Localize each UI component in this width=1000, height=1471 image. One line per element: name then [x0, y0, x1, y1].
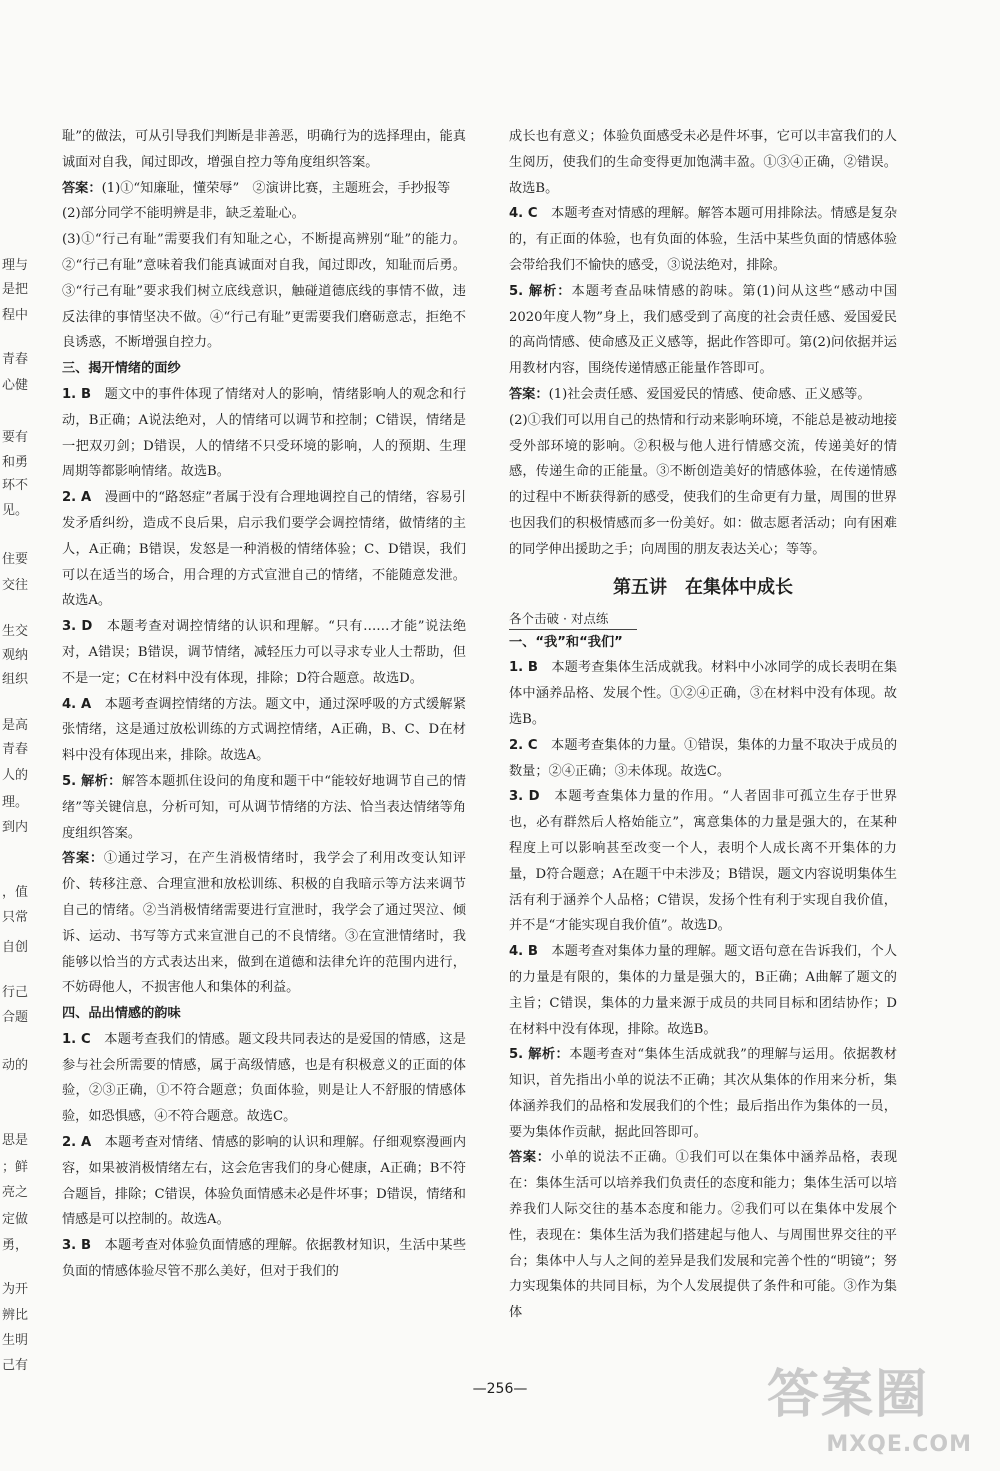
bleed-fragment: 交往: [2, 578, 29, 593]
bleed-fragment: 到内: [2, 820, 29, 835]
paragraph: (3)①“行己有耻”需要我们有知耻之心，不断提高辨别“耻”的能力。②“行己有耻”意味着我们能真诚面对自我，闻过即改，知耻而后勇。③“行己有耻”要求我们树立底线意识，触碰道德底线的事情不做，违反法律的事情坚决不做。④“行己有耻”更需要我们磨砺意志，拒绝不良诱惑，不断增强自控力。: [62, 232, 466, 351]
question-number: 4. C: [509, 206, 538, 222]
bleed-fragment: 要有: [2, 430, 29, 445]
bleed-fragment: 见。: [2, 503, 29, 518]
question-number: 3. D: [62, 619, 93, 635]
bleed-fragment: 环不: [2, 478, 29, 493]
bleed-fragment: 心健: [2, 378, 29, 393]
bleed-fragment: 程中: [2, 308, 29, 323]
site-watermark: [767, 1365, 972, 1457]
question-number: 5. 解析：: [509, 283, 572, 299]
question-number: 1. B: [509, 660, 538, 676]
subsection-label: 各个击破 · 对点练: [509, 609, 637, 630]
page-number: —256—: [472, 1381, 528, 1397]
left-column: [62, 124, 466, 1285]
paragraph: (2)①我们可以用自己的热情和行动来影响环境，不能总是被动地接受外部环境的影响。②积极与他人进行情感交流，传递美好的情感，传递生命的正能量。③不断创造美好的情感体验，在传递情感的过程中不断获得新的感受，使我们的生命更有力量，周围的世界也因我们的积极情感而多一份美好。如：做志愿者活动；向有困难的同学伸出援助之手；向周围的朋友表达关心；等等。: [509, 412, 897, 557]
bleed-fragment: 理与: [2, 258, 29, 273]
question-number: 5. 解析：: [509, 1047, 570, 1063]
bleed-fragment: 青春: [2, 352, 29, 367]
bleed-fragment: ，值: [2, 885, 29, 900]
bleed-fragment: 动的: [2, 1058, 29, 1073]
answer-paragraph: 答案：(1)社会责任感、爱国爱民的情感、使命感、正义感等。: [509, 386, 871, 402]
question-number: 2. C: [509, 737, 538, 753]
question-item: 3. D 本题考查对调控情绪的认识和理解。“只有……才能”说法绝对，A错误；B错误，调节情绪，减轻压力可以寻求专业人士帮助，但不是一定；C在材料中没有体现，排除；D符合题意。故选D。: [62, 619, 467, 686]
bleed-fragment: 亮之: [2, 1185, 29, 1200]
question-item: 1. B 本题考查集体生活成就我。材料中小冰同学的成长表明在集体中涵养品格、发展个性。①②④正确，③在材料中没有体现。故选B。: [509, 660, 898, 727]
question-item: 4. A 本题考查调控情绪的方法。题文中，通过深呼吸的方式缓解紧张情绪，这是通过放松训练的方式调控情绪，A正确，B、C、D在材料中没有体现出来，排除。故选A。: [62, 696, 467, 764]
bleed-fragment: 是把: [2, 282, 29, 297]
bleed-fragment: 和勇: [2, 455, 29, 470]
paragraph: (2)部分同学不能明辨是非，缺乏羞耻心。: [62, 206, 305, 222]
answer-label: 答案：: [509, 1150, 551, 1166]
answer-paragraph: 答案：小单的说法不正确。①我们可以在集体中涵养品格，表现在：集体生活可以培养我们负责任的态度和能力；集体生活可以培养我们人际交往的基本态度和能力。②我们可以在集体中发展个性，表现在：集体生活为我们搭建起与他人、与周围世界交往的平台；集体中人与人之间的差异是我们发展和完善个性的“明镜”；努力实现集体的共同目标，为个人发展提供了条件和可能。③作为集体: [509, 1150, 898, 1321]
bleed-fragment: 辨比: [2, 1308, 29, 1323]
section-heading: 四、品出情感的韵味: [62, 1006, 181, 1022]
question-item: 2. A 漫画中的“路怒症”者属于没有合理地调控自己的情绪，容易引发矛盾纠纷，造成不良后果，启示我们要学会调控情绪，做情绪的主人，A正确；B错误，发怒是一种消极的情绪体验；C、D错误，我们可以在适当的场合，用合理的方式宣泄自己的情绪，不能随意发泄。故选A。: [62, 490, 467, 609]
bleed-fragment: 青春: [2, 742, 29, 757]
bleed-fragment: 理。: [2, 795, 29, 810]
bleed-fragment: 行己: [2, 985, 29, 1000]
bleed-fragment: 观纳: [2, 648, 29, 663]
bleed-fragment: 组织: [2, 672, 29, 687]
answer-paragraph: 答案：(1)①“知廉耻，懂荣辱” ②演讲比赛，主题班会，手抄报等: [62, 180, 451, 196]
answer-label: 答案：: [509, 386, 549, 402]
question-number: 1. C: [62, 1031, 91, 1047]
bleed-fragment: 为开: [2, 1282, 29, 1297]
watermark-url: MXQE.COM: [826, 1432, 972, 1457]
bleed-fragment: ；鲜: [2, 1160, 29, 1175]
question-item: 5. 解析：解答本题抓住设问的角度和题干中“能较好地调节自己的情绪”等关键信息，分析可知，可从调节情绪的方法、恰当表达情绪等角度组织答案。: [62, 773, 466, 841]
answer-paragraph: 答案：①通过学习，在产生消极情绪时，我学会了利用改变认知评价、转移注意、合理宣泄和放松训练、积极的自我暗示等方法来调节自己的情绪。②当消极情绪需要进行宣泄时，我学会了通过哭泣、倾诉、运动、书写等方式来宣泄自己的不良情绪。③在宣泄情绪时，我能够以恰当的方式表达出来，做到在道德和法律允许的范围内进行，不妨碍他人，不损害他人和集体的利益。: [62, 851, 466, 996]
paragraph: 耻”的做法，可从引导我们判断是非善恶，明确行为的选择理由，能真诚面对自我，闻过即改，增强自控力等角度组织答案。: [62, 129, 466, 170]
question-number: 2. A: [62, 1135, 92, 1151]
question-item: 3. B 本题考查对体验负面情感的理解。依据教材知识，生活中某些负面的情感体验尽管不那么美好，但对于我们的: [62, 1238, 467, 1280]
question-item: 3. D 本题考查集体力量的作用。“人者固非可孤立生存于世界也，必有群然后人格始能立”，寓意集体的力量是强大的，在某种程度上可以影响甚至改变一个人，表明个人成长离不开集体的力量，D符合题意；A在题干中未涉及；B错误，题文内容说明集体生活有利于涵养个人品格；C错误，发扬个性有利于实现自我价值，并不是“才能实现自我价值”。故选D。: [509, 789, 898, 934]
bleed-fragment: 住要: [2, 552, 29, 567]
question-number: 1. B: [62, 386, 92, 402]
lesson-title: 第五讲 在集体中成长: [613, 576, 793, 598]
question-item: 5. 解析：本题考查对“集体生活成就我”的理解与运用。依据教材知识，首先指出小单的说法不正确；其次从集体的作用来分析，集体涵养我们的品格和发展我们的个性；最后指出作为集体的一员，要为集体作贡献，据此回答即可。: [509, 1047, 898, 1140]
bleed-fragment: 只常: [2, 910, 29, 925]
question-item: 4. C 本题考查对情感的理解。解答本题可用排除法。情感是复杂的，有正面的体验，也有负面的体验，生活中某些负面的情感体验会带给我们不愉快的感受，③说法绝对，排除。: [509, 206, 898, 273]
question-number: 4. B: [509, 944, 538, 960]
bleed-fragment: 勇，: [2, 1238, 29, 1253]
question-number: 2. A: [62, 490, 92, 506]
bleed-fragment: 生交: [2, 624, 29, 639]
bleed-fragment: 合题: [2, 1010, 29, 1025]
question-item: 2. C 本题考查集体的力量。①错误，集体的力量不取决于成员的数量；②④正确；③未体现。故选C。: [509, 737, 898, 779]
question-number: 4. A: [62, 696, 92, 712]
question-number: 5. 解析：: [62, 773, 122, 789]
answer-label: 答案：: [62, 180, 102, 196]
bleed-fragment: 人的: [2, 768, 29, 783]
question-item: 1. C 本题考查我们的情感。题文段共同表达的是爱国的情感，这是参与社会所需要的情感，属于高级情感，也是有积极意义的正面的体验，②③正确，①不符合题意；负面体验，则是让人不舒服的情感体验，如恐惧感，④不符合题意。故选C。: [62, 1031, 466, 1125]
right-column: [509, 124, 897, 1326]
bleed-fragment: 是高: [2, 718, 29, 733]
question-item: 2. A 本题考查对情绪、情感的影响的认识和理解。仔细观察漫画内容，如果被消极情绪左右，这会危害我们的身心健康，A正确；B不符合题旨，排除；C错误，体验负面情感未必是件坏事；D错误，情绪和情感是可以控制的。故选A。: [62, 1135, 467, 1228]
question-item: 1. B 题文中的事件体现了情绪对人的影响，情绪影响人的观念和行动，B正确；A说法绝对，人的情绪可以调节和控制；C错误，情绪是一把双刃剑；D错误，人的情绪不只受环境的影响，人的预期、生理周期等都影响情绪。故选B。: [62, 386, 467, 480]
bleed-fragment: 己有: [2, 1358, 29, 1373]
question-item: 5. 解析：本题考查品味情感的韵味。第(1)问从这些“感动中国2020年度人物”身上，我们感受到了高度的社会责任感、爱国爱民的高尚情感、使命感及正义感等，据此作答即可。第(2)问依据并运用教材内容，围绕传递情感正能量作答即可。: [509, 283, 898, 377]
question-item: 4. B 本题考查对集体力量的理解。题文语句意在告诉我们，个人的力量是有限的，集体的力量是强大的，B正确；A曲解了题文的主旨；C错误，集体的力量来源于成员的共同目标和团结协作；D在材料中没有体现，排除。故选B。: [509, 944, 898, 1037]
paragraph: 成长也有意义；体验负面感受未必是件坏事，它可以丰富我们的人生阅历，使我们的生命变得更加饱满丰盈。①③④正确，②错误。故选B。: [509, 129, 897, 196]
question-number: 3. D: [509, 789, 540, 805]
bleed-fragment: 自创: [2, 940, 29, 955]
watermark-logo-text: 答案圈: [767, 1365, 930, 1425]
answer-label: 答案：: [62, 851, 104, 867]
bleed-fragment: 生明: [2, 1333, 29, 1348]
question-number: 3. B: [62, 1238, 92, 1254]
bleed-fragment: 思是: [2, 1133, 29, 1148]
bleed-fragment: 定做: [2, 1212, 29, 1227]
section-heading: 三、揭开情绪的面纱: [62, 361, 181, 377]
section-heading: 一、“我”和“我们”: [509, 634, 623, 650]
